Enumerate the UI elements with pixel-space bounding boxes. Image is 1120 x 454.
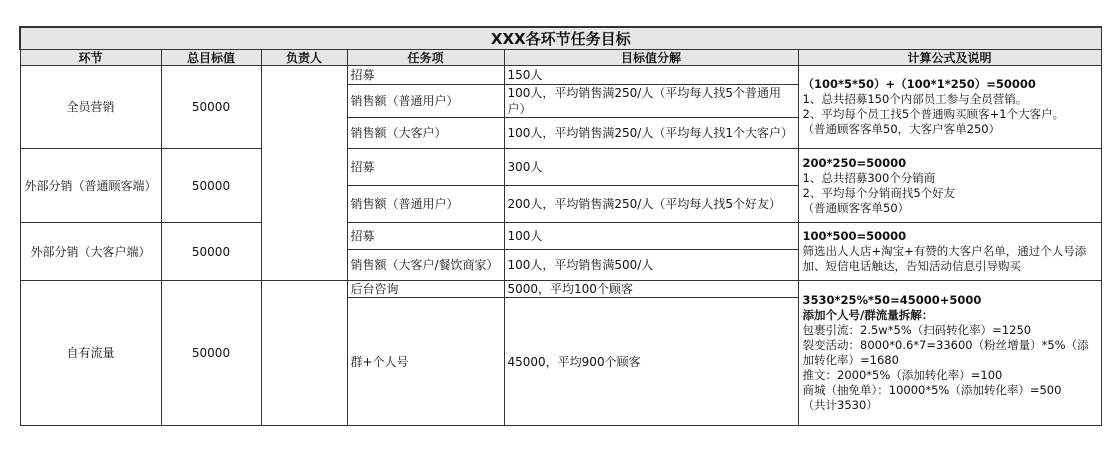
- formula-line: 商城（抽免单）：10000*5%（添加转化率）=500: [802, 383, 1062, 397]
- task-cell: 销售额（大客户）: [347, 118, 504, 149]
- task-cell: 销售额（大客户/餐饮商家）: [347, 250, 504, 281]
- target-cell: 50000: [161, 281, 261, 426]
- owner-cell[interactable]: [261, 281, 347, 426]
- header-formula: 计算公式及说明: [798, 50, 1101, 66]
- header-breakdown: 目标值分解: [504, 50, 798, 66]
- owner-cell[interactable]: [261, 66, 347, 281]
- task-cell: 后台咨询: [347, 281, 504, 298]
- table-title: XXX各环节任务目标: [20, 27, 1101, 50]
- formula-cell: [798, 281, 1101, 426]
- formula-line: （普通顾客客单50，大客户客单250）: [802, 122, 1001, 136]
- task-cell: 销售额（普通用户）: [347, 85, 504, 118]
- target-cell: 50000: [161, 223, 261, 281]
- task-cell: 群+个人号: [347, 298, 504, 426]
- formula-line: 1、总共招募300个分销商: [802, 170, 936, 185]
- target-cell: 50000: [161, 149, 261, 223]
- formula-line: （共计3530）: [802, 398, 878, 412]
- formula-cell: [798, 149, 1101, 223]
- formula-line: 100*500=50000: [802, 229, 907, 243]
- breakdown-cell: 5000，平均100个顾客: [504, 281, 798, 298]
- formula-line: 筛选出人人店+淘宝+有赞的大客户名单，通过个人号添加、短信电话触达，告知活动信息引导购买: [802, 244, 1087, 273]
- breakdown-cell: 150人: [504, 66, 798, 85]
- breakdown-cell: 100人: [504, 223, 798, 250]
- formula-line: 2、平均每个分销商找5个好友: [802, 185, 956, 200]
- formula-cell: [798, 223, 1101, 281]
- header-stage: 环节: [20, 50, 161, 66]
- stage-cell: 外部分销（大客户端）: [20, 223, 161, 281]
- breakdown-cell: 100人，平均销售满250/人（平均每人找1个大客户）: [504, 118, 798, 149]
- stage-cell: 全员营销: [20, 66, 161, 149]
- formula-line: 推文：2000*5%（添加转化率）=100: [802, 368, 1003, 382]
- header-target: 总目标值: [161, 50, 261, 66]
- breakdown-cell: 100人，平均销售满250/人（平均每人找5个普通用户）: [504, 85, 798, 118]
- formula-line: 200*250=50000: [802, 155, 907, 170]
- breakdown-cell: 100人，平均销售满500/人: [504, 250, 798, 281]
- breakdown-cell: 300人: [504, 149, 798, 186]
- formula-line: （100*5*50）+（100*1*250）=50000: [802, 77, 1036, 91]
- target-cell: 50000: [161, 66, 261, 149]
- task-target-table: [19, 26, 1102, 426]
- formula-line: 包裹引流：2.5w*5%（扫码转化率）=1250: [802, 323, 1032, 337]
- stage-cell: 外部分销（普通顾客端）: [20, 149, 161, 223]
- formula-line: 1、总共招募150个内部员工参与全员营销。: [802, 92, 1028, 106]
- task-cell: 招募: [347, 66, 504, 85]
- stage-cell: 自有流量: [20, 281, 161, 426]
- header-owner: 负责人: [261, 50, 347, 66]
- header-task: 任务项: [347, 50, 504, 66]
- formula-line: 裂变活动：8000*0.6*7=33600（粉丝增量）*5%（添加转化率）=1680: [802, 338, 1089, 367]
- formula-line: 3530*25%*50=45000+5000: [802, 293, 982, 307]
- breakdown-cell: 200人，平均销售满250/人（平均每人找5个好友）: [504, 186, 798, 223]
- formula-line: （普通顾客客单50）: [802, 200, 910, 215]
- formula-line: 添加个人号/群流量拆解：: [802, 308, 934, 322]
- task-cell: 招募: [347, 223, 504, 250]
- task-cell: 招募: [347, 149, 504, 186]
- formula-line: 2、平均每个员工找5个普通购买顾客+1个大客户。: [802, 107, 1065, 121]
- formula-cell: [798, 66, 1101, 149]
- task-cell: 销售额（普通用户）: [347, 186, 504, 223]
- breakdown-cell: 45000，平均900个顾客: [504, 298, 798, 426]
